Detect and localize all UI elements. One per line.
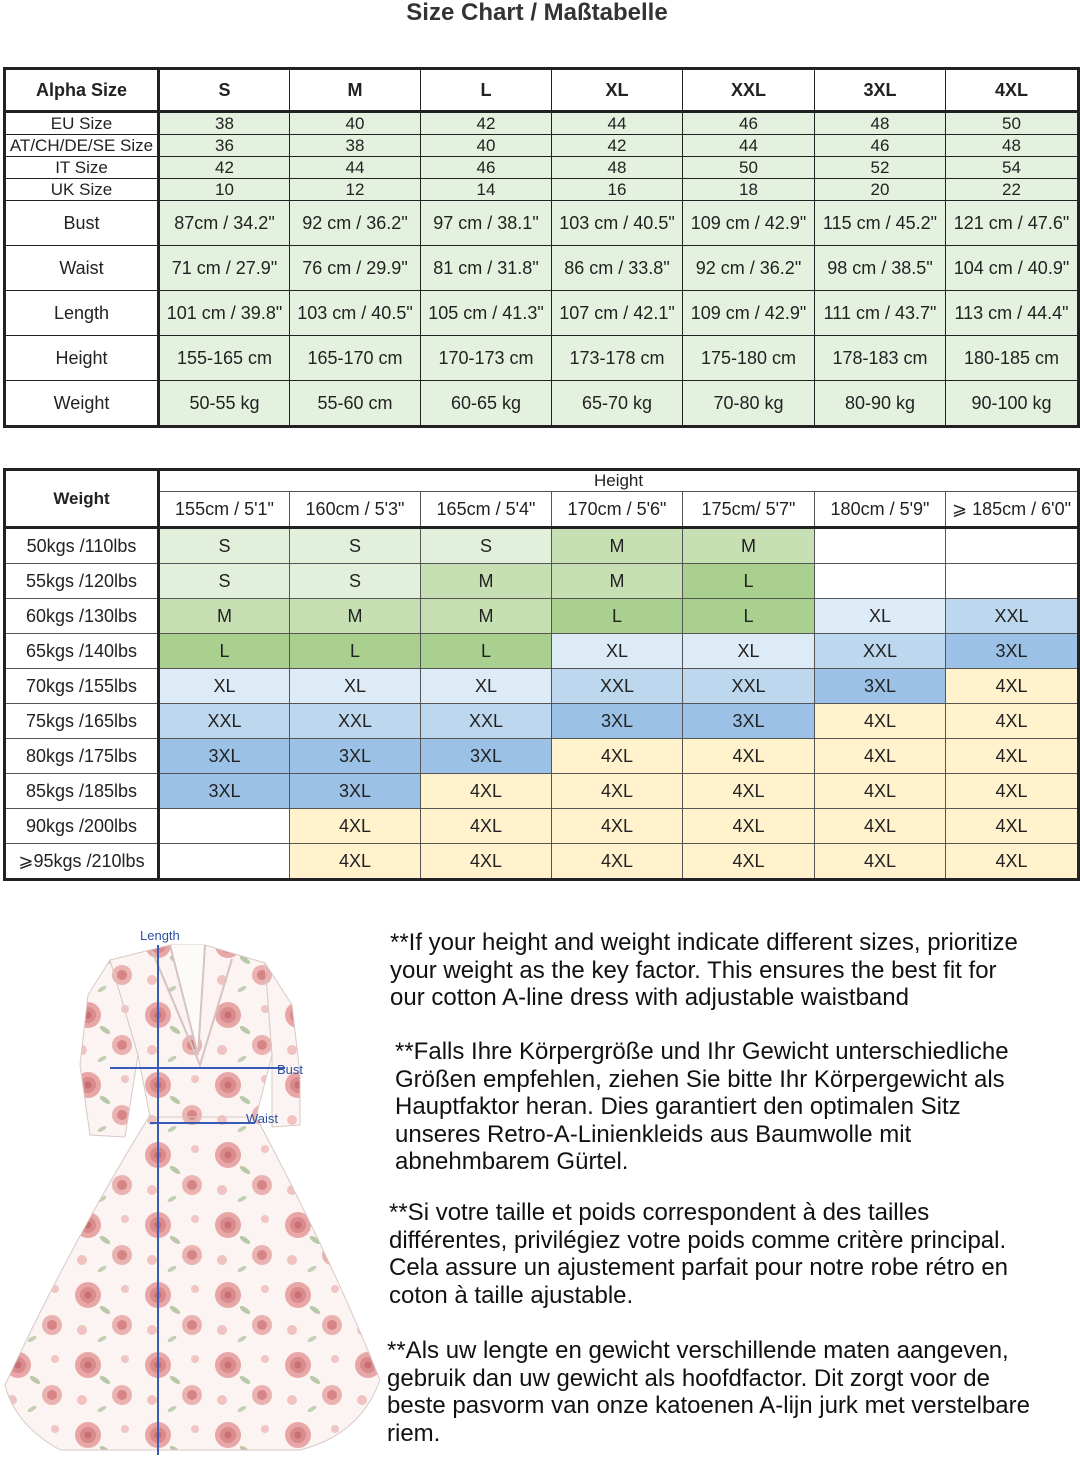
size-header: S xyxy=(159,69,290,112)
recommended-size-cell: 4XL xyxy=(946,844,1079,880)
measurement-value: 36 xyxy=(159,135,290,157)
recommended-size-cell: 4XL xyxy=(683,844,815,880)
dress-skirt xyxy=(5,1115,380,1450)
size-header: L xyxy=(421,69,552,112)
recommended-size-cell: 4XL xyxy=(946,704,1079,739)
recommended-size-cell: L xyxy=(290,634,421,669)
measurement-value: 42 xyxy=(552,135,683,157)
recommended-size-cell: S xyxy=(159,528,290,564)
measurement-value: 113 cm / 44.4" xyxy=(946,291,1079,336)
measurement-value: 92 cm / 36.2" xyxy=(683,246,815,291)
measurement-value: 87cm / 34.2" xyxy=(159,201,290,246)
recommended-size-cell: M xyxy=(552,564,683,599)
recommended-size-cell xyxy=(159,844,290,880)
recommendation-row xyxy=(5,704,1079,739)
length-label: Length xyxy=(140,928,180,943)
recommended-size-cell: XXL xyxy=(552,669,683,704)
measurement-value: 42 xyxy=(421,112,552,135)
size-recommendation-table xyxy=(3,468,1080,881)
measurement-value: 46 xyxy=(421,157,552,179)
measurement-label: Bust xyxy=(5,201,159,246)
measurement-value: 180-185 cm xyxy=(946,336,1079,381)
recommended-size-cell: L xyxy=(552,599,683,634)
recommended-size-cell: M xyxy=(421,599,552,634)
recommended-size-cell: XXL xyxy=(421,704,552,739)
measurement-value: 92 cm / 36.2" xyxy=(290,201,421,246)
recommendation-rows xyxy=(5,528,1079,880)
recommended-size-cell: 4XL xyxy=(815,704,946,739)
recommended-size-cell xyxy=(946,528,1079,564)
recommended-size-cell: XXL xyxy=(290,704,421,739)
measurement-value: 111 cm / 43.7" xyxy=(815,291,946,336)
recommended-size-cell: 4XL xyxy=(552,809,683,844)
height-header: 155cm / 5'1" xyxy=(159,492,290,528)
measurement-value: 103 cm / 40.5" xyxy=(290,291,421,336)
measurement-label: AT/CH/DE/SE Size xyxy=(5,135,159,157)
height-group-label: Height xyxy=(159,470,1079,492)
note-english: **If your height and weight indicate different sizes, prioritize your weight as the key factor. This ensures the best fit for our cotton A-line dress with adjustable waistband xyxy=(390,929,1018,1011)
height-header: 180cm / 5'9" xyxy=(815,492,946,528)
weight-label: 50kgs /110lbs xyxy=(5,528,159,564)
measurement-value: 81 cm / 31.8" xyxy=(421,246,552,291)
measurement-value: 22 xyxy=(946,179,1079,201)
measurement-value: 48 xyxy=(946,135,1079,157)
recommended-size-cell: M xyxy=(552,528,683,564)
weight-label: 75kgs /165lbs xyxy=(5,704,159,739)
measurement-value: 44 xyxy=(683,135,815,157)
measurement-row xyxy=(5,112,1079,135)
recommended-size-cell: 3XL xyxy=(159,774,290,809)
height-header: 165cm / 5'4" xyxy=(421,492,552,528)
recommended-size-cell: XL xyxy=(552,634,683,669)
recommended-size-cell: 3XL xyxy=(683,704,815,739)
recommended-size-cell: 4XL xyxy=(815,844,946,880)
measurement-value: 107 cm / 42.1" xyxy=(552,291,683,336)
measurement-value: 44 xyxy=(552,112,683,135)
height-header: 170cm / 5'6" xyxy=(552,492,683,528)
measurement-value: 60-65 kg xyxy=(421,381,552,427)
recommended-size-cell: 4XL xyxy=(815,774,946,809)
measurement-value: 115 cm / 45.2" xyxy=(815,201,946,246)
measurement-value: 103 cm / 40.5" xyxy=(552,201,683,246)
recommendation-row xyxy=(5,528,1079,564)
recommended-size-cell: L xyxy=(683,564,815,599)
measurement-label: IT Size xyxy=(5,157,159,179)
recommended-size-cell: 4XL xyxy=(290,844,421,880)
page-title: Size Chart / Maßtabelle xyxy=(406,0,668,26)
recommended-size-cell: L xyxy=(421,634,552,669)
recommended-size-cell: 4XL xyxy=(683,739,815,774)
waist-label: Waist xyxy=(246,1111,279,1126)
measurement-value: 121 cm / 47.6" xyxy=(946,201,1079,246)
weight-label: 85kgs /185lbs xyxy=(5,774,159,809)
recommended-size-cell xyxy=(815,528,946,564)
measurement-value: 50 xyxy=(946,112,1079,135)
size-header: XXL xyxy=(683,69,815,112)
recommended-size-cell: 4XL xyxy=(815,739,946,774)
measurement-value: 46 xyxy=(815,135,946,157)
weight-label: 65kgs /140lbs xyxy=(5,634,159,669)
measurement-label: Height xyxy=(5,336,159,381)
measurement-value: 48 xyxy=(815,112,946,135)
measurement-value: 42 xyxy=(159,157,290,179)
measurement-value: 165-170 cm xyxy=(290,336,421,381)
recommendation-row xyxy=(5,809,1079,844)
recommended-size-cell xyxy=(815,564,946,599)
recommended-size-cell: 4XL xyxy=(421,844,552,880)
measurement-value: 38 xyxy=(159,112,290,135)
measurement-value: 98 cm / 38.5" xyxy=(815,246,946,291)
height-header: 175cm/ 5'7" xyxy=(683,492,815,528)
recommended-size-cell: XL xyxy=(815,599,946,634)
measurement-value: 97 cm / 38.1" xyxy=(421,201,552,246)
measurement-value: 12 xyxy=(290,179,421,201)
recommended-size-cell: 3XL xyxy=(290,739,421,774)
size-header: XL xyxy=(552,69,683,112)
recommended-size-cell: 3XL xyxy=(815,669,946,704)
measurement-value: 48 xyxy=(552,157,683,179)
measurement-value: 16 xyxy=(552,179,683,201)
measurement-rows xyxy=(5,112,1079,427)
recommended-size-cell: M xyxy=(290,599,421,634)
recommended-size-cell: XXL xyxy=(815,634,946,669)
recommended-size-cell: 3XL xyxy=(552,704,683,739)
weight-label: 70kgs /155lbs xyxy=(5,669,159,704)
note-dutch: **Als uw lengte en gewicht verschillende maten aangeven, gebruik dan uw gewicht als hoofdfactor. Dit zorgt voor de beste pasvorm van onze katoenen A-lijn jurk met verstelbare riem. xyxy=(387,1337,1030,1447)
measurement-value: 40 xyxy=(290,112,421,135)
recommendation-row xyxy=(5,739,1079,774)
recommended-size-cell: XXL xyxy=(159,704,290,739)
size-measurement-table xyxy=(3,67,1080,428)
recommendation-row xyxy=(5,669,1079,704)
measurement-value: 50 xyxy=(683,157,815,179)
recommended-size-cell: XL xyxy=(159,669,290,704)
recommended-size-cell xyxy=(159,809,290,844)
recommended-size-cell: 4XL xyxy=(683,774,815,809)
recommended-size-cell: 4XL xyxy=(946,669,1079,704)
measurement-value: 18 xyxy=(683,179,815,201)
measurement-label: UK Size xyxy=(5,179,159,201)
measurement-value: 54 xyxy=(946,157,1079,179)
alpha-size-header: Alpha Size xyxy=(5,69,159,112)
weight-label: ⩾95kgs /210lbs xyxy=(5,844,159,880)
measurement-value: 10 xyxy=(159,179,290,201)
recommended-size-cell: S xyxy=(421,528,552,564)
recommended-size-cell: 4XL xyxy=(421,809,552,844)
measurement-value: 65-70 kg xyxy=(552,381,683,427)
measurement-value: 38 xyxy=(290,135,421,157)
recommended-size-cell: 4XL xyxy=(683,809,815,844)
recommended-size-cell xyxy=(946,564,1079,599)
measurement-value: 104 cm / 40.9" xyxy=(946,246,1079,291)
size-header: 3XL xyxy=(815,69,946,112)
recommended-size-cell: XXL xyxy=(946,599,1079,634)
measurement-value: 173-178 cm xyxy=(552,336,683,381)
measurement-value: 76 cm / 29.9" xyxy=(290,246,421,291)
recommended-size-cell: 4XL xyxy=(815,809,946,844)
weight-label: 90kgs /200lbs xyxy=(5,809,159,844)
measurement-label: EU Size xyxy=(5,112,159,135)
measurement-value: 40 xyxy=(421,135,552,157)
recommended-size-cell: 4XL xyxy=(290,809,421,844)
recommendation-row xyxy=(5,774,1079,809)
recommended-size-cell: XL xyxy=(421,669,552,704)
recommended-size-cell: XXL xyxy=(683,669,815,704)
measurement-value: 52 xyxy=(815,157,946,179)
weight-label: 55kgs /120lbs xyxy=(5,564,159,599)
measurement-value: 80-90 kg xyxy=(815,381,946,427)
note-french: **Si votre taille et poids correspondent à des tailles différentes, privilégiez votre poids comme critère principal. Cela assure un ajustement parfait pour notre robe rétro en coton à taille ajustable. xyxy=(389,1199,1009,1309)
recommended-size-cell: 4XL xyxy=(946,809,1079,844)
recommendation-row xyxy=(5,634,1079,669)
weight-corner-label: Weight xyxy=(5,470,159,528)
measurement-row xyxy=(5,336,1079,381)
measurement-value: 109 cm / 42.9" xyxy=(683,291,815,336)
height-header: 160cm / 5'3" xyxy=(290,492,421,528)
recommended-size-cell: S xyxy=(159,564,290,599)
recommended-size-cell: 4XL xyxy=(946,774,1079,809)
recommended-size-cell: 4XL xyxy=(552,844,683,880)
measurement-value: 170-173 cm xyxy=(421,336,552,381)
recommended-size-cell: 3XL xyxy=(421,739,552,774)
recommended-size-cell: S xyxy=(290,564,421,599)
measurement-value: 178-183 cm xyxy=(815,336,946,381)
recommended-size-cell: L xyxy=(159,634,290,669)
measurement-value: 44 xyxy=(290,157,421,179)
measurement-value: 90-100 kg xyxy=(946,381,1079,427)
recommended-size-cell: 4XL xyxy=(552,739,683,774)
recommended-size-cell: 4XL xyxy=(946,739,1079,774)
size-header: M xyxy=(290,69,421,112)
recommended-size-cell: M xyxy=(683,528,815,564)
measurement-row xyxy=(5,179,1079,201)
measurement-row xyxy=(5,135,1079,157)
recommended-size-cell: 4XL xyxy=(421,774,552,809)
measurement-value: 175-180 cm xyxy=(683,336,815,381)
measurement-value: 71 cm / 27.9" xyxy=(159,246,290,291)
recommended-size-cell: 3XL xyxy=(290,774,421,809)
recommendation-row xyxy=(5,844,1079,880)
recommendation-row xyxy=(5,599,1079,634)
recommended-size-cell: L xyxy=(683,599,815,634)
bust-label: Bust xyxy=(277,1062,304,1077)
recommended-size-cell: XL xyxy=(683,634,815,669)
measurement-row xyxy=(5,157,1079,179)
size-header: 4XL xyxy=(946,69,1079,112)
measurement-label: Weight xyxy=(5,381,159,427)
weight-label: 60kgs /130lbs xyxy=(5,599,159,634)
note-german: **Falls Ihre Körpergröße und Ihr Gewicht unterschiedliche Größen empfehlen, ziehen Sie bitte Ihr Körpergewicht als Hauptfaktor heran. Dies garantiert den optimalen Sitz unseres Retro-A-Linienkleids aus Baumwolle mit abnehmbarem Gürtel. xyxy=(395,1038,1009,1175)
measurement-value: 70-80 kg xyxy=(683,381,815,427)
recommended-size-cell: M xyxy=(421,564,552,599)
measurement-value: 86 cm / 33.8" xyxy=(552,246,683,291)
measurement-row xyxy=(5,246,1079,291)
height-header: ⩾ 185cm / 6'0" xyxy=(946,492,1079,528)
recommendation-row xyxy=(5,564,1079,599)
measurement-value: 46 xyxy=(683,112,815,135)
recommended-size-cell: XL xyxy=(290,669,421,704)
measurement-value: 105 cm / 41.3" xyxy=(421,291,552,336)
recommended-size-cell: 3XL xyxy=(946,634,1079,669)
measurement-value: 101 cm / 39.8" xyxy=(159,291,290,336)
measurement-value: 20 xyxy=(815,179,946,201)
measurement-value: 109 cm / 42.9" xyxy=(683,201,815,246)
recommended-size-cell: 4XL xyxy=(552,774,683,809)
weight-label: 80kgs /175lbs xyxy=(5,739,159,774)
dress-illustration xyxy=(0,925,390,1457)
measurement-label: Waist xyxy=(5,246,159,291)
measurement-value: 14 xyxy=(421,179,552,201)
measurement-value: 55-60 cm xyxy=(290,381,421,427)
recommended-size-cell: M xyxy=(159,599,290,634)
measurement-value: 155-165 cm xyxy=(159,336,290,381)
measurement-row xyxy=(5,291,1079,336)
recommended-size-cell: 3XL xyxy=(159,739,290,774)
measurement-label: Length xyxy=(5,291,159,336)
recommended-size-cell: S xyxy=(290,528,421,564)
measurement-value: 50-55 kg xyxy=(159,381,290,427)
measurement-row xyxy=(5,201,1079,246)
measurement-row xyxy=(5,381,1079,427)
